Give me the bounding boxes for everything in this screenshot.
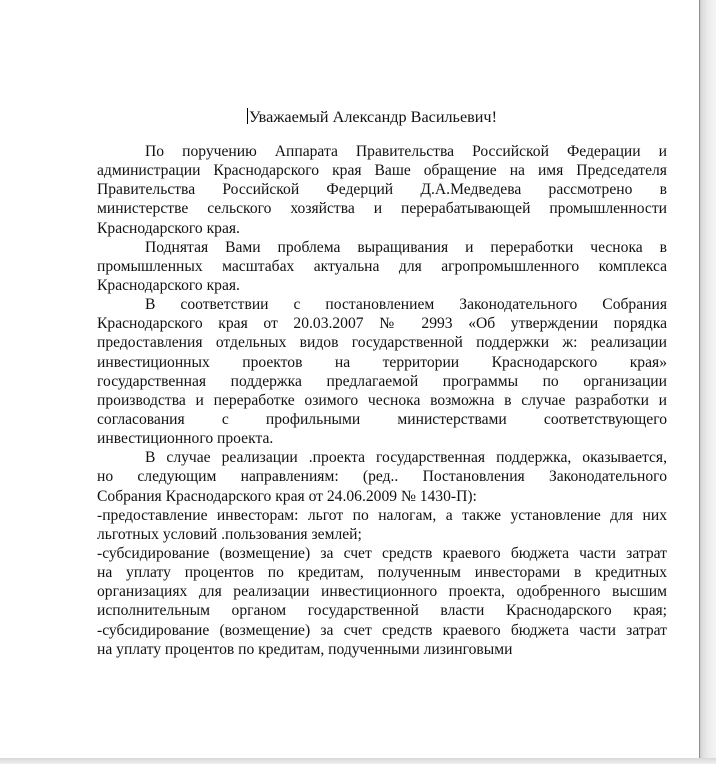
text-line: на уплату процентов по кредитам, подученными лизинговыми [97,640,513,658]
salutation-heading[interactable] [247,107,497,127]
text-line: исполнительным органом государственной власти Краснодарского края; [97,602,667,620]
text-line: -предоставление инвесторам: льгот по налогам, а также установление для них [97,506,667,524]
text-line: -субсидирование (возмещение) за счет средств краевого бюджета части затрат [97,621,667,639]
text-line: промышленных масштабах актуальна для агропромышленного комплекса [97,257,667,275]
text-line: министерстве сельского хозяйства и перерабатывающей промышленности [97,200,667,218]
text-line: согласования с профильными министерствами соответствующего [97,410,667,428]
text-line: предоставления отдельных видов государственной поддержки ж: реализации [97,334,667,352]
text-line: льготных условий .пользования землей; [97,525,362,543]
text-line: Краснодарского края. [97,276,240,294]
text-line: государственная поддержка предлагаемой программы по организации [97,372,667,390]
salutation-text: Уважаемый Александр Васильевич! [249,108,497,126]
text-line: Правительства Российской Федерций Д.А.Медведева рассмотрено в [97,181,667,199]
text-line: Краснодарского края от 20.03.2007 № 2993 «Об утверждении порядка [97,315,667,333]
text-line: В случае реализации .проекта государственная поддержка, оказывается, [145,449,667,467]
text-line: Краснодарского края. [97,219,240,237]
page-shadow-right [700,0,716,764]
text-line: -субсидирование (возмещение) за счет средств краевого бюджета части затрат [97,544,667,562]
text-cursor [247,108,248,124]
text-line: инвестиционного проекта. [97,430,274,448]
text-line: Поднятая Вами проблема выращивания и переработки чеснока в [145,238,667,256]
text-line: В соответствии с постановлением Законодательного Собрания [145,296,667,314]
letter-body[interactable] [97,142,667,659]
text-line: инвестиционных проектов на территории Краснодарского края» [97,353,667,371]
text-line: но следующим направлениям: (ред.. Постановления Законодательного [97,468,667,486]
text-line: По поручению Аппарата Правительства Российской Федерации и [145,143,667,160]
text-line: на уплату процентов по кредитам, полученным инвесторами в кредитных [97,564,667,582]
text-line: Собрания Краснодарского края от 24.06.2009 № 1430-П): [97,487,477,505]
text-line: администрации Краснодарского края Ваше обращение на имя Председателя [97,162,667,180]
text-line: организациях для реализации инвестиционного проекта, одобренного высшим [97,583,667,601]
page-shadow-bottom [0,758,716,764]
text-line: производства и переработке озимого чеснока возможна в случае разработки и [97,391,667,409]
